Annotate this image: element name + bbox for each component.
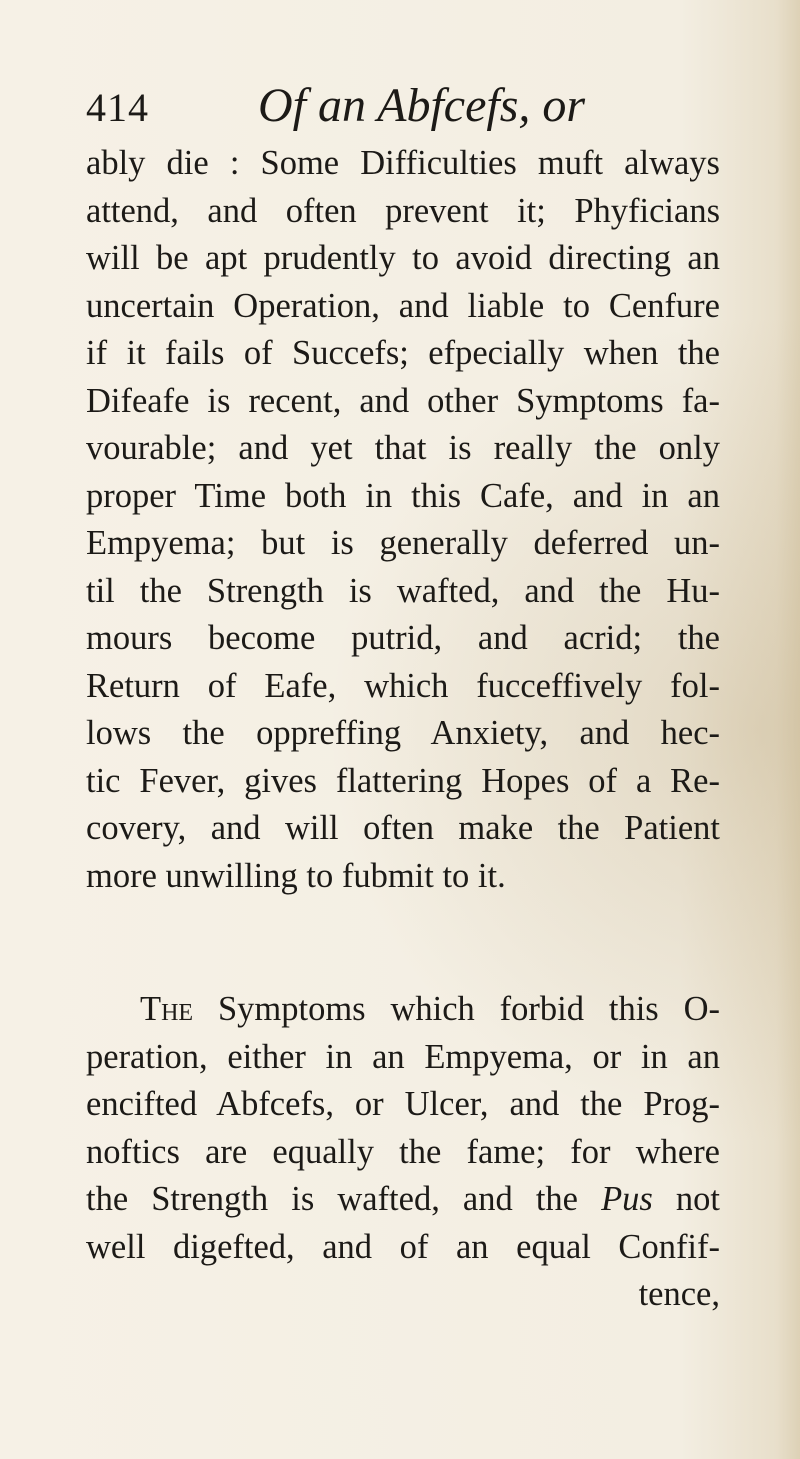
- text-line: vourable; and yet that is really the only: [86, 429, 720, 467]
- text-line: [86, 1176, 720, 1224]
- text-line: uncertain Operation, and liable to Cenfure: [86, 286, 720, 325]
- lead-word: The: [140, 990, 194, 1028]
- text-line: til the Strength is wafted, and the Hu-: [86, 571, 720, 610]
- page-header: [86, 78, 706, 138]
- text-line: if it fails of Succefs; efpecially when the: [86, 334, 720, 372]
- paragraph-gap: [86, 900, 720, 986]
- text-line: encifted Abfcefs, or Ulcer, and the Prog-: [86, 1085, 720, 1123]
- text-line-rest: Symptoms which forbid this O-: [193, 990, 720, 1028]
- running-title: Of an Abfcefs, or: [258, 79, 586, 132]
- paragraph-2: [86, 986, 720, 1319]
- text-line: ably die : Some Difficulties muft always: [86, 144, 720, 182]
- text-line: noftics are equally the fame; for where: [86, 1132, 720, 1171]
- catchword: tence,: [638, 1275, 720, 1313]
- text-line: lows the oppreffing Anxiety, and hec-: [86, 714, 720, 752]
- text-line: Return of Eafe, which fucceffively fol-: [86, 666, 720, 705]
- text-line: more unwilling to fubmit to it.: [86, 856, 506, 895]
- paragraph-1: [86, 140, 720, 900]
- text-line: tic Fever, gives flattering Hopes of a Re-: [86, 761, 720, 800]
- text-line: attend, and often prevent it; Phyficians: [86, 191, 720, 230]
- text-line: peration, either in an Empyema, or in an: [86, 1037, 720, 1076]
- text-line: covery, and will often make the Patient: [86, 809, 720, 847]
- text-segment: not: [652, 1180, 720, 1218]
- text-line: Empyema; but is generally deferred un-: [86, 524, 720, 562]
- text-line: proper Time both in this Cafe, and in an: [86, 476, 720, 515]
- page-number: 414: [86, 85, 149, 130]
- text-line: well digefted, and of an equal Confif-: [86, 1227, 720, 1266]
- text-line: mours become putrid, and acrid; the: [86, 619, 720, 657]
- italic-term: Pus: [601, 1180, 653, 1218]
- text-segment: the Strength is wafted, and the: [86, 1180, 602, 1218]
- text-line: Difeafe is recent, and other Symptoms fa-: [86, 381, 720, 420]
- text-line: [86, 986, 720, 1034]
- text-line: will be apt prudently to avoid directing an: [86, 239, 720, 277]
- body-text: [86, 140, 720, 1319]
